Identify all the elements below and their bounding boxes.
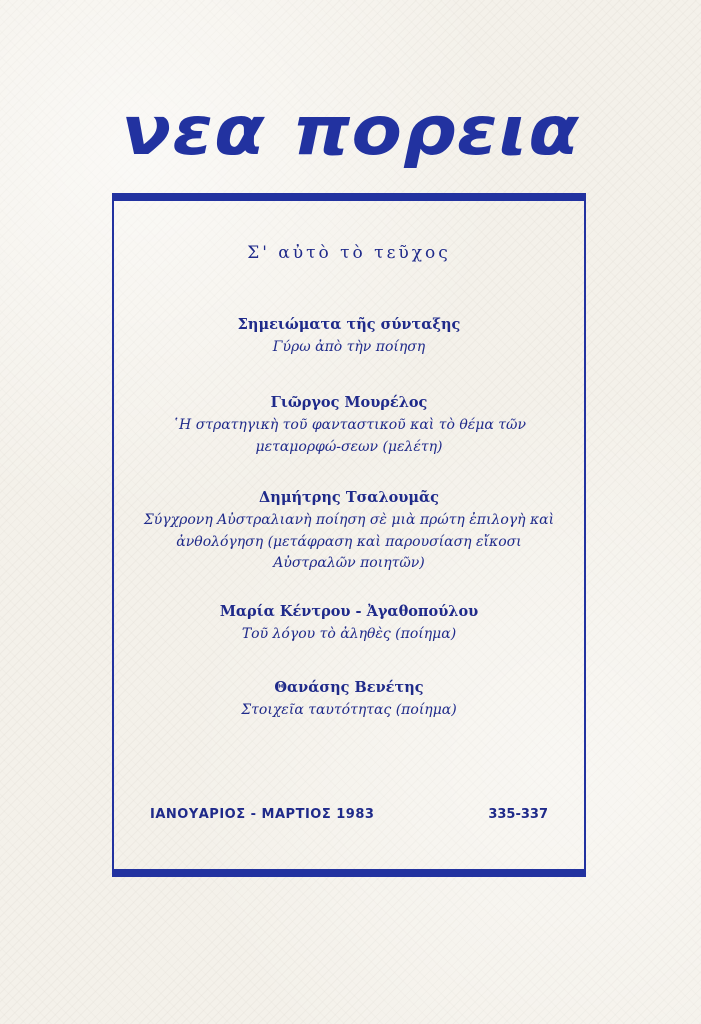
issue-number: 335-337	[488, 807, 548, 822]
contents-entry	[140, 489, 558, 575]
contents-entry	[140, 316, 558, 359]
frame-left-rule	[112, 193, 114, 877]
entry-author: Γιῶργος Μουρέλος	[270, 394, 428, 411]
journal-title: νεα πορεια	[121, 92, 580, 171]
entry-title: ῾Η στρατηγικὴ τοῦ φανταστικοῦ καὶ τὸ θέμα τῶν μεταμορφώ-σεων (μελέτη)	[172, 417, 526, 455]
entry-title: Γύρω ἀπὸ τὴν ποίηση	[272, 339, 426, 355]
contents-heading: Σ' αὐτὸ τὸ τεῦχος	[247, 243, 451, 263]
entry-title: Στοιχεῖα ταυτότητας (ποίημα)	[241, 702, 457, 718]
entry-author: Θανάσης Βενέτης	[274, 679, 424, 696]
frame-bottom-rule	[112, 869, 586, 877]
entry-author: Δημήτρης Τσαλουμᾶς	[259, 489, 439, 506]
contents-entry	[140, 679, 558, 722]
entry-author: Σημειώματα τῆς σύνταξης	[237, 316, 461, 333]
entry-title: Τοῦ λόγου τὸ ἀληθὲς (ποίημα)	[241, 626, 457, 642]
contents-frame	[112, 193, 586, 877]
contents-entry	[140, 603, 558, 646]
contents-entry	[140, 394, 558, 458]
issue-date: ΙΑΝΟΥΑΡΙΟΣ - ΜΑΡΤΙΟΣ 1983	[150, 807, 375, 822]
entry-title: Σύγχρονη Αὐστραλιανὴ ποίηση σὲ μιὰ πρώτη ἐπιλογὴ καὶ ἀνθολόγηση (μετάφραση καὶ παρουσίαση εἴκοσι Αὐστραλῶν ποιητῶν)	[143, 512, 555, 572]
frame-right-rule	[584, 193, 586, 877]
entry-author: Μαρία Κέντρου - Ἀγαθοπούλου	[219, 603, 479, 620]
frame-top-rule	[112, 193, 586, 201]
